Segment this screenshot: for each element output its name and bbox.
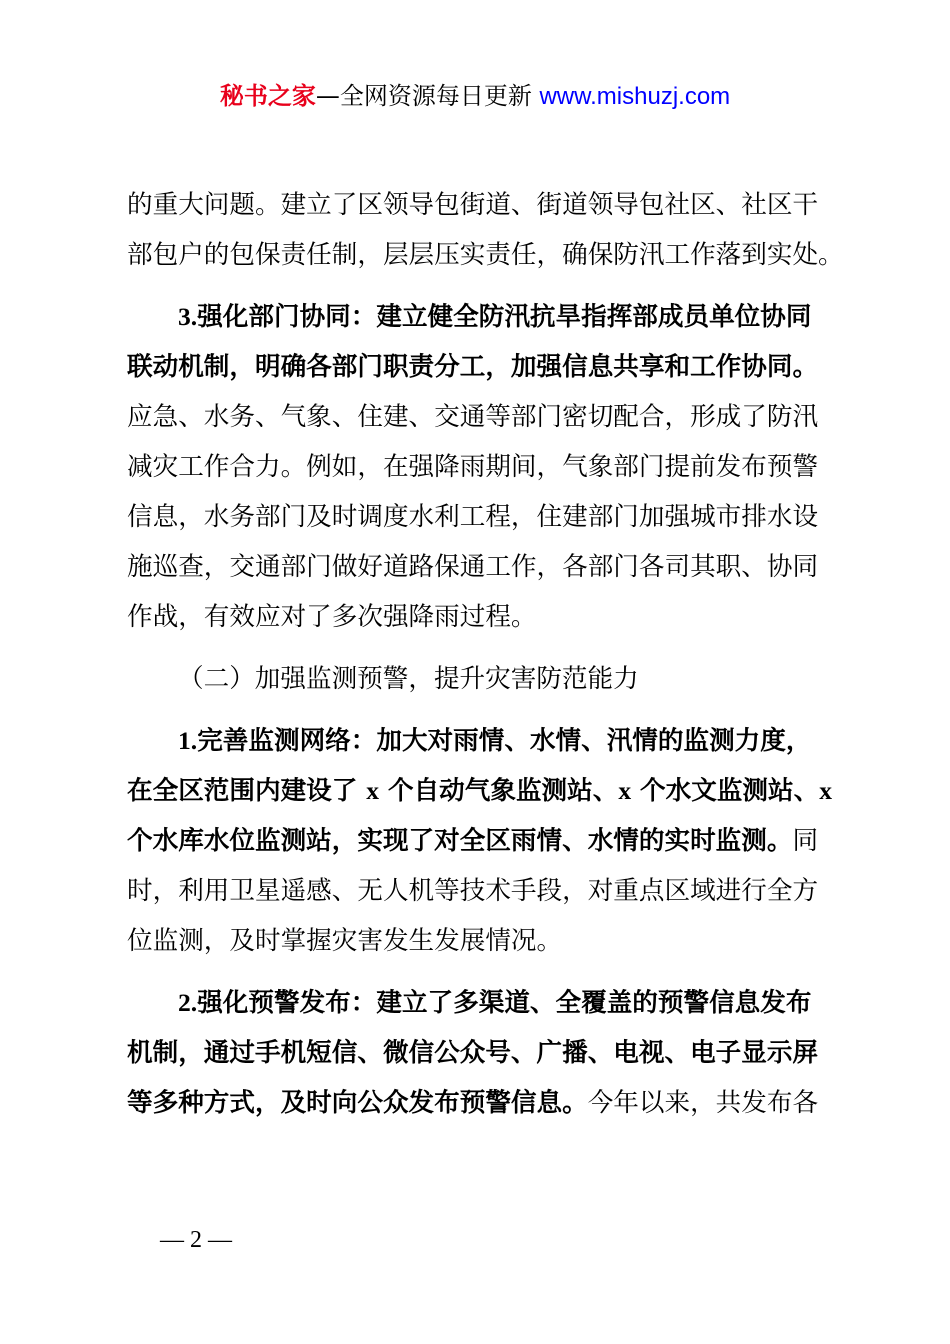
page-number: — 2 —	[160, 1227, 232, 1253]
body-line: 时，利用卫星遥感、无人机等技术手段，对重点区域进行全方	[127, 876, 819, 906]
document-body	[127, 180, 844, 1128]
item-number: 3.	[178, 302, 198, 331]
body-line-bold: 机制，通过手机短信、微信公众号、广播、电视、电子显示屏	[127, 1038, 819, 1068]
page-header	[0, 78, 950, 115]
body-line: 信息，水务部门及时调度水利工程，住建部门加强城市排水设	[127, 502, 819, 532]
section-heading: （二）加强监测预警，提升灾害防范能力	[178, 664, 639, 694]
body-line-bold	[127, 766, 833, 816]
item-number: 2.	[178, 988, 198, 1017]
body-line: 的重大问题。建立了区领导包街道、街道领导包社区、社区干	[127, 190, 819, 220]
item-number: 1.	[178, 726, 198, 755]
placeholder-x: x	[618, 776, 632, 805]
body-line: 作战，有效应对了多次强降雨过程。	[127, 602, 537, 632]
item-heading-1	[127, 716, 833, 766]
text-run: 在全区范围内建设了	[127, 776, 367, 806]
body-line: 减灾工作合力。例如，在强降雨期间，气象部门提前发布预警	[127, 452, 819, 482]
placeholder-x: x	[366, 776, 380, 805]
header-slogan: —全网资源每日更新	[315, 82, 540, 110]
body-line-bold: 联动机制，明确各部门职责分工，加强信息共享和工作协同。	[127, 352, 819, 382]
item-heading-text: 完善监测网络：加大对雨情、水情、汛情的监测力度，	[197, 726, 812, 756]
body-line: 位监测，及时掌握灾害发生发展情况。	[127, 926, 563, 956]
body-line: 部包户的包保责任制，层层压实责任，确保防汛工作落到实处。	[127, 240, 844, 270]
item-heading-3	[127, 292, 833, 342]
placeholder-x: x	[819, 776, 832, 805]
text-run: 个水文监测站、	[631, 776, 820, 806]
header-url[interactable]: www.mishuzj.com	[539, 83, 731, 110]
text-run-bold: 个水库水位监测站，实现了对全区雨情、水情的实时监测。	[127, 826, 793, 856]
text-run: 今年以来，共发布各	[587, 1088, 819, 1118]
item-heading-text: 强化预警发布：建立了多渠道、全覆盖的预警信息发布	[197, 988, 812, 1018]
item-heading-text: 强化部门协同：建立健全防汛抗旱指挥部成员单位协同	[197, 302, 812, 332]
body-line: 应急、水务、气象、住建、交通等部门密切配合，形成了防汛	[127, 402, 819, 432]
brand-name: 秘书之家	[219, 82, 316, 110]
text-run: 同	[792, 826, 819, 856]
body-line: 施巡查，交通部门做好道路保通工作，各部门各司其职、协同	[127, 552, 819, 582]
body-line-mixed	[127, 1078, 833, 1128]
text-run: 个自动气象监测站、	[379, 776, 619, 806]
item-heading-2	[127, 978, 833, 1028]
body-line-mixed	[127, 816, 833, 866]
text-run-bold: 等多种方式，及时向公众发布预警信息。	[127, 1088, 588, 1118]
